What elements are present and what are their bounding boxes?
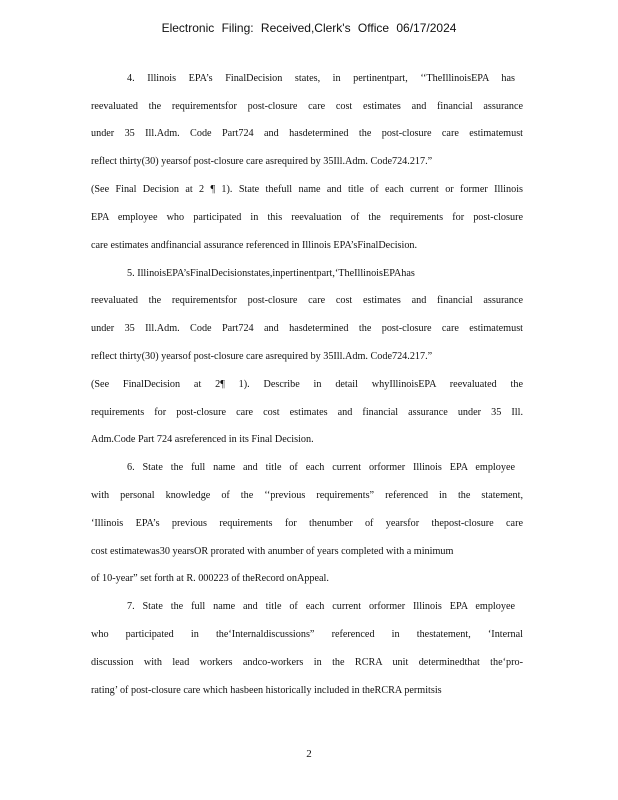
paragraph-5-line-3: under 35 Ill.Adm. Code Part724 and hasdetermined the post-closure care estimatemust bbox=[91, 323, 523, 334]
paragraph-7-line-1: 7. State the full name and title of each current orformer Illinois EPA employee bbox=[127, 601, 515, 612]
page-number: 2 bbox=[306, 748, 312, 760]
paragraph-6-line-4: cost estimatewas30 yearsOR prorated with anumber of years completed with a minimum bbox=[91, 546, 454, 557]
paragraph-6-line-2: with personal knowledge of the ‘‘previous requirements” referenced in the statement, bbox=[91, 490, 523, 501]
paragraph-4-line-1: 4. Illinois EPA’s FinalDecision states, in pertinentpart, ‘‘TheIllinoisEPA has bbox=[127, 73, 515, 84]
paragraph-6-line-5: of 10-year” set forth at R. 000223 of theRecord onAppeal. bbox=[91, 573, 329, 584]
paragraph-4-line-3: under 35 Ill.Adm. Code Part724 and hasdetermined the post-closure care estimatemust bbox=[91, 128, 523, 139]
paragraph-4-line-4: reflect thirty(30) yearsof post-closure care asrequired by 35Ill.Adm. Code724.217.” bbox=[91, 156, 433, 167]
paragraph-5-line-1: 5. IllinoisEPA’sFinalDecisionstates,inpertinentpart,‘TheIllinoisEPAhas bbox=[127, 268, 415, 279]
paragraph-5-line-6: requirements for post-closure care cost estimates and financial assurance under 35 Ill. bbox=[91, 407, 523, 418]
electronic-filing-header: Electronic Filing: Received,Clerk's Office 06/17/2024 bbox=[161, 21, 457, 35]
paragraph-4-line-2: reevaluated the requirementsfor post-closure care cost estimates and financial assurance bbox=[91, 101, 523, 112]
paragraph-4-line-7: care estimates andfinancial assurance referenced in Illinois EPA’sFinalDecision. bbox=[91, 240, 418, 251]
paragraph-5-line-2: reevaluated the requirementsfor post-closure care cost estimates and financial assurance bbox=[91, 295, 523, 306]
paragraph-7-line-4: rating’ of post-closure care which hasbeen historically included in theRCRA permitsis bbox=[91, 685, 442, 696]
paragraph-7-line-2: who participated in the‘Internaldiscussions” referenced in thestatement, ‘Internal bbox=[91, 629, 523, 640]
paragraph-4-line-5: (See Final Decision at 2 ¶ 1). State thefull name and title of each current or former Illinois bbox=[91, 184, 523, 195]
paragraph-4-line-6: EPA employee who participated in this reevaluation of the requirements for post-closure bbox=[91, 212, 523, 223]
paragraph-6-line-3: ‘Illinois EPA’s previous requirements for thenumber of yearsfor thepost-closure care bbox=[91, 518, 523, 529]
paragraph-5-line-4: reflect thirty(30) yearsof post-closure care asrequired by 35Ill.Adm. Code724.217.” bbox=[91, 351, 433, 362]
paragraph-5-line-5: (See FinalDecision at 2¶ 1). Describe in detail whyIllinoisEPA reevaluated the bbox=[91, 379, 523, 390]
paragraph-5-line-7: Adm.Code Part 724 asreferenced in its Final Decision. bbox=[91, 434, 314, 445]
paragraph-6-line-1: 6. State the full name and title of each current orformer Illinois EPA employee bbox=[127, 462, 515, 473]
paragraph-7-line-3: discussion with lead workers andco-workers in the RCRA unit determinedthat the‘pro- bbox=[91, 657, 523, 668]
